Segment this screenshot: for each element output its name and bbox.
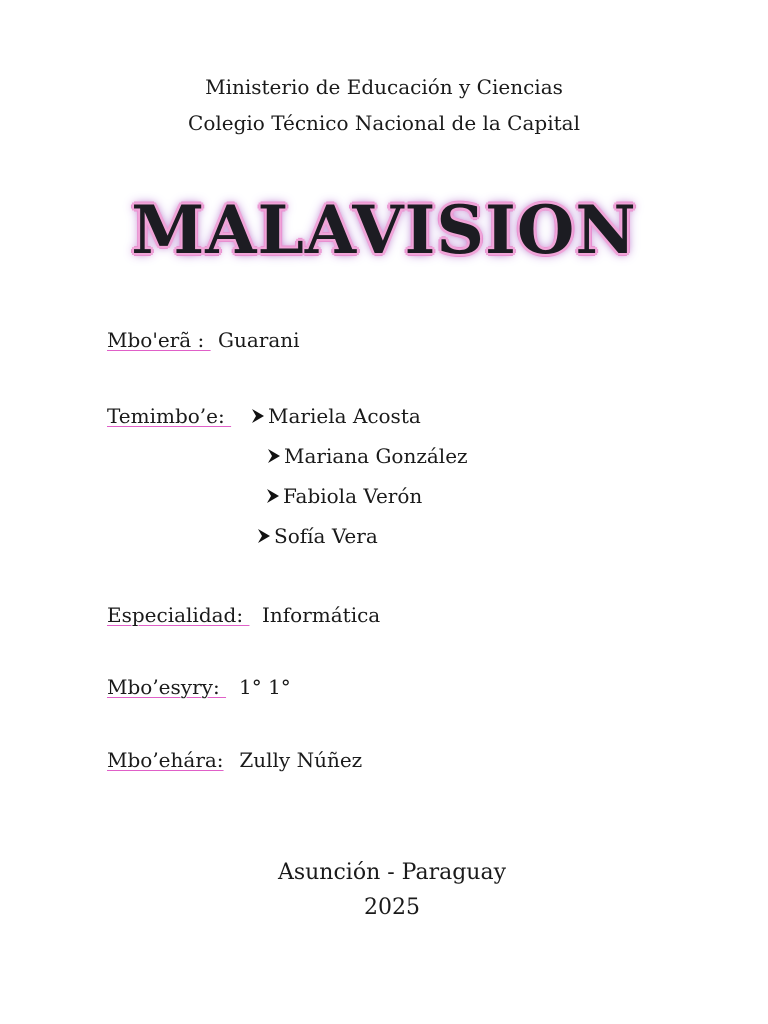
location-line: Asunción - Paraguay (277, 860, 507, 885)
member-item (250, 404, 421, 428)
member-name: Mariela Acosta (268, 404, 421, 428)
member-name: Mariana González (284, 444, 468, 468)
arrow-bullet-icon (266, 448, 282, 464)
course-label: Mbo’esyry: (107, 675, 227, 699)
arrow-bullet-icon (250, 408, 266, 424)
teacher-value: Zully Núñez (233, 748, 363, 772)
member-item (265, 484, 422, 508)
document-title: MALAVISION (131, 191, 637, 269)
subject-label: Mbo'erã : (107, 328, 211, 352)
ministry-heading: Ministerio de Educación y Ciencias (205, 75, 563, 99)
specialty-label: Especialidad: (107, 603, 250, 627)
arrow-bullet-icon (265, 488, 281, 504)
member-name: Sofía Vera (274, 524, 378, 548)
school-heading: Colegio Técnico Nacional de la Capital (188, 111, 580, 135)
member-item (256, 524, 378, 548)
specialty-value: Informática (262, 603, 381, 627)
teacher-label: Mbo’ehára: (107, 748, 224, 772)
subject-value: Guarani (218, 328, 300, 352)
year-line: 2025 (364, 895, 420, 920)
course-value: 1° 1° (239, 675, 291, 699)
member-item (266, 444, 468, 468)
arrow-bullet-icon (256, 528, 272, 544)
members-label: Temimbo’e: (107, 404, 232, 428)
member-name: Fabiola Verón (283, 484, 423, 508)
